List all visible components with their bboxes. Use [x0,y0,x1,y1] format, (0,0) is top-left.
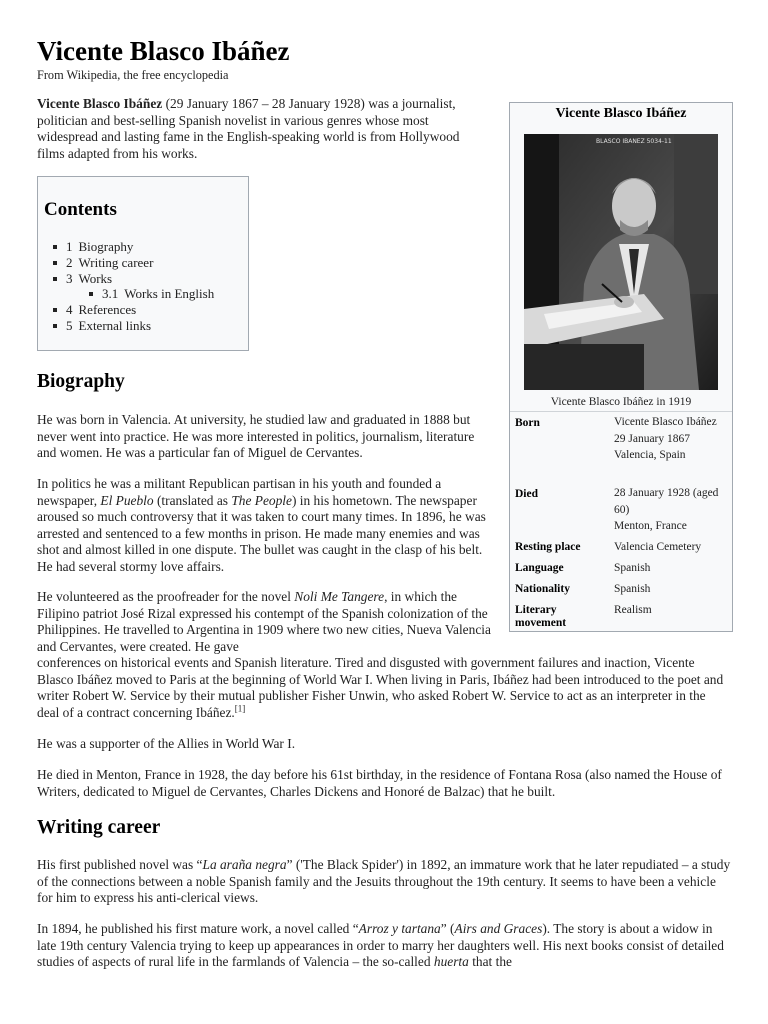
newspaper-translation: The People [231,492,292,508]
biography-paragraph-3a [37,589,492,655]
infobox-label: Language [515,562,564,574]
infobox-value [614,414,729,464]
text-run: (translated as [153,492,232,508]
toc-label: Biography [78,239,134,254]
bullet-icon [89,292,93,296]
bullet-icon [53,261,57,265]
writing-paragraph-1 [37,857,731,907]
infobox-label: Nationality [515,583,570,595]
text-run: In politics he was a militant Republican partisan in his youth and founded a newspaper, [37,476,442,508]
reference-link[interactable]: [1] [234,703,246,714]
infobox-label: Resting place [515,541,581,553]
born-name: Vicente Blasco Ibáñez [614,416,717,428]
intro-paragraph [37,96,477,162]
toc-number: 1 [66,239,73,254]
toc-item-writing-career[interactable] [66,255,214,271]
noli-me-tangere-link[interactable]: Noli Me Tangere [294,589,385,604]
infobox-value[interactable]: Valencia Cemetery [614,541,702,553]
intro-text: (29 January 1867 – 28 January 1928) was a journalist, politician and best-selling Spanish novelist in various genres whose most widespread and lasting fame in the English-speaking world is from Hollywood films adapted from his works. [37,96,460,161]
infobox-title: Vicente Blasco Ibáñez [555,106,687,121]
text-run: In 1894, he published his first mature work, a novel called “ [37,921,359,936]
text-run: ) in his hometown. The newspaper aroused so much controversy that it was taken to court many times. In 1896, he was arrested and sentenced to a few months in prison. He made many enemies and was shot and almost killed in one dispute. The bullet was caught in the clasp of his belt. He had several stormy love affairs. [37,492,486,574]
toc-item-works-in-english[interactable] [66,286,214,302]
bullet-icon [53,308,57,312]
infobox-label: Died [515,488,538,500]
section-heading-writing-career: Writing career [37,817,161,838]
toc-label: Works [78,270,113,286]
table-of-contents [37,176,249,351]
toc-label: References [78,302,137,318]
infobox-divider [510,411,732,412]
toc-number: 4 [66,302,73,318]
huerta-term: huerta [433,954,469,969]
toc-item-external-links[interactable] [66,318,214,334]
writing-paragraph-2 [37,921,731,971]
toc-label: External links [78,317,152,333]
biography-paragraph-3b [37,655,731,721]
text-run: ” ( [440,921,455,936]
bullet-icon [53,245,57,249]
toc-list [66,239,214,334]
infobox-value [614,485,729,535]
infobox-value: Spanish [614,583,651,595]
photo-plate-text: BLASCO IBANEZ 5034-11 [596,138,672,145]
toc-item-references[interactable] [66,302,214,318]
text-run: ). The story is about a widow in late 19th century Valencia trying to keep up appearances in order to marry her daughters well. His next books consist of detailed studies of aspects of rural life in the farmlands of Valencia – the so-called [37,921,724,969]
toc-title: Contents [44,199,117,220]
infobox-label: Literary movement [515,604,567,629]
toc-label: Writing career [78,254,154,270]
died-place-link[interactable]: Menton, France [614,520,687,532]
toc-item-biography[interactable] [66,239,214,255]
novel-title: La araña negra [202,857,287,872]
text-run: , in which the Filipino patriot José Rizal expressed his contempt of the Spanish colonization of the Philippines. He travelled to Argentina in 1909 where two new cities, Nueva Valencia and Cervantes, were created. He gave [37,589,491,654]
toc-number: 5 [66,317,73,333]
infobox-value: Spanish [614,562,651,574]
toc-number: 3 [66,270,73,286]
text-run: He volunteered as the proofreader for the novel [37,589,295,604]
text-run: that the [468,954,512,969]
novel-title: Arroz y tartana [358,921,441,936]
novel-translation: Airs and Graces [454,921,543,936]
section-heading-biography: Biography [37,371,125,392]
intro-subject-name: Vicente Blasco Ibáñez [37,96,163,111]
bullet-icon [53,324,57,328]
toc-number: 3.1 [102,286,119,302]
infobox-label: Born [515,417,540,429]
biography-paragraph-1: He was born in Valencia. At university, he studied law and graduated in 1888 but never went into practice. He was more interested in politics, journalism, literature and women. He was a particular fan of Miguel de Cervantes. [37,412,475,460]
biography-paragraph-5: He died in Menton, France in 1928, the day before his 61st birthday, in the residence of Fontana Rosa (also named the House of Writers, dedicated to Miguel de Cervantes, Charles Dickens and Honoré de Balzac) that he built. [37,767,722,799]
biography-paragraph-2 [37,476,492,575]
page-title: Vicente Blasco Ibáñez [37,36,290,66]
newspaper-title: El Pueblo [100,492,154,508]
toc-label: Works in English [124,286,215,302]
text-run: His first published novel was “ [37,857,203,872]
toc-item-works[interactable] [66,271,214,287]
photo-caption: Vicente Blasco Ibáñez in 1919 [550,396,692,408]
bullet-icon [53,277,57,281]
biography-paragraph-4: He was a supporter of the Allies in World War I. [37,736,296,751]
portrait-photo[interactable] [524,134,718,390]
died-date: 28 January 1928 (aged 60) [614,487,719,516]
infobox-value[interactable]: Realism [614,604,652,616]
born-place-link[interactable]: Valencia, Spain [614,449,686,461]
infobox [509,102,733,632]
text-run: conferences on historical events and Spanish literature. Tired and disgusted with government failures and inaction, Vicente Blasco Ibáñez moved to Paris at the beginning of World War I. When living in Paris, Ibáñez had been introduced to the poet and writer Robert W. Service by their mutual publisher Fisher Unwin, who asked Robert W. Service to act as an interpreter in the deal of a contract concerning Ibáñez. [37,655,724,720]
portrait-image [524,134,718,390]
site-tagline: From Wikipedia, the free encyclopedia [37,68,229,82]
born-date: 29 January 1867 [614,432,691,445]
toc-number: 2 [66,254,73,270]
text-run: ” ('The Black Spider') in 1892, an immature work that he later repudiated – a study of the connections between a noble Spanish family and the Jesuits throughout the 19th century. It seems to have been a vehicle for him to express his anti-clerical views. [37,857,731,905]
